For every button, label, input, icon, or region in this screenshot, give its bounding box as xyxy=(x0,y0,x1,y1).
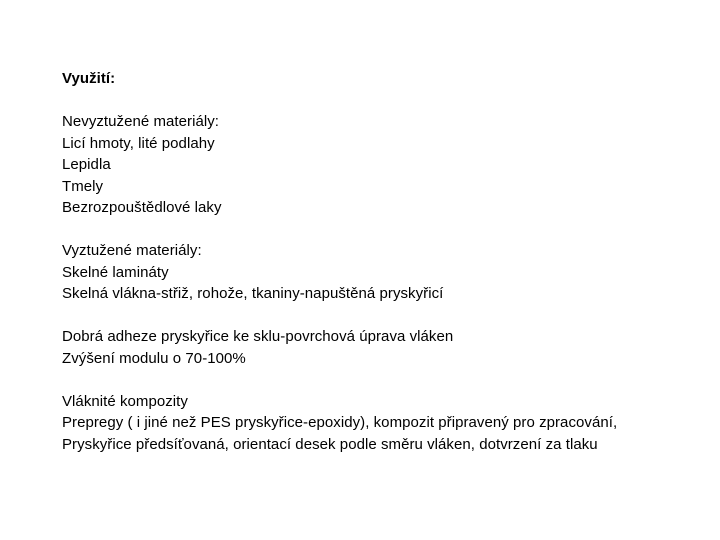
list-item: Lepidla xyxy=(62,156,111,173)
text-line: Dobrá adheze pryskyřice ke sklu-povrchová úprava vláken xyxy=(62,328,454,345)
section-adhesion xyxy=(62,326,712,369)
text-line: Pryskyřice předsíťovaná, orientací desek podle směru vláken, dotvrzení za tlaku xyxy=(62,435,598,453)
list-item: Skelná vlákna-střiž, rohože, tkaniny-napuštěná pryskyřicí xyxy=(62,285,444,302)
list-item: Licí hmoty, lité podlahy xyxy=(62,134,215,152)
section-title: Vláknité kompozity xyxy=(62,392,188,410)
section-title: Vyztužené materiály: xyxy=(62,242,202,259)
list-item: Skelné lamináty xyxy=(62,263,169,281)
slide-heading: Využití: xyxy=(62,70,116,87)
list-item: Bezrozpouštědlové laky xyxy=(62,199,222,216)
list-item: Tmely xyxy=(62,177,104,195)
section-fiber-composites xyxy=(62,391,712,456)
slide-body xyxy=(62,68,712,455)
text-line: Prepregy ( i jiné než PES pryskyřice-epoxidy), kompozit připravený pro zpracování, xyxy=(62,414,618,431)
section-reinforced-materials xyxy=(62,240,712,305)
section-title: Nevyztužené materiály: xyxy=(62,113,219,130)
section-unreinforced-materials xyxy=(62,111,712,219)
heading-block xyxy=(62,68,712,90)
text-line: Zvýšení modulu o 70-100% xyxy=(62,349,246,367)
